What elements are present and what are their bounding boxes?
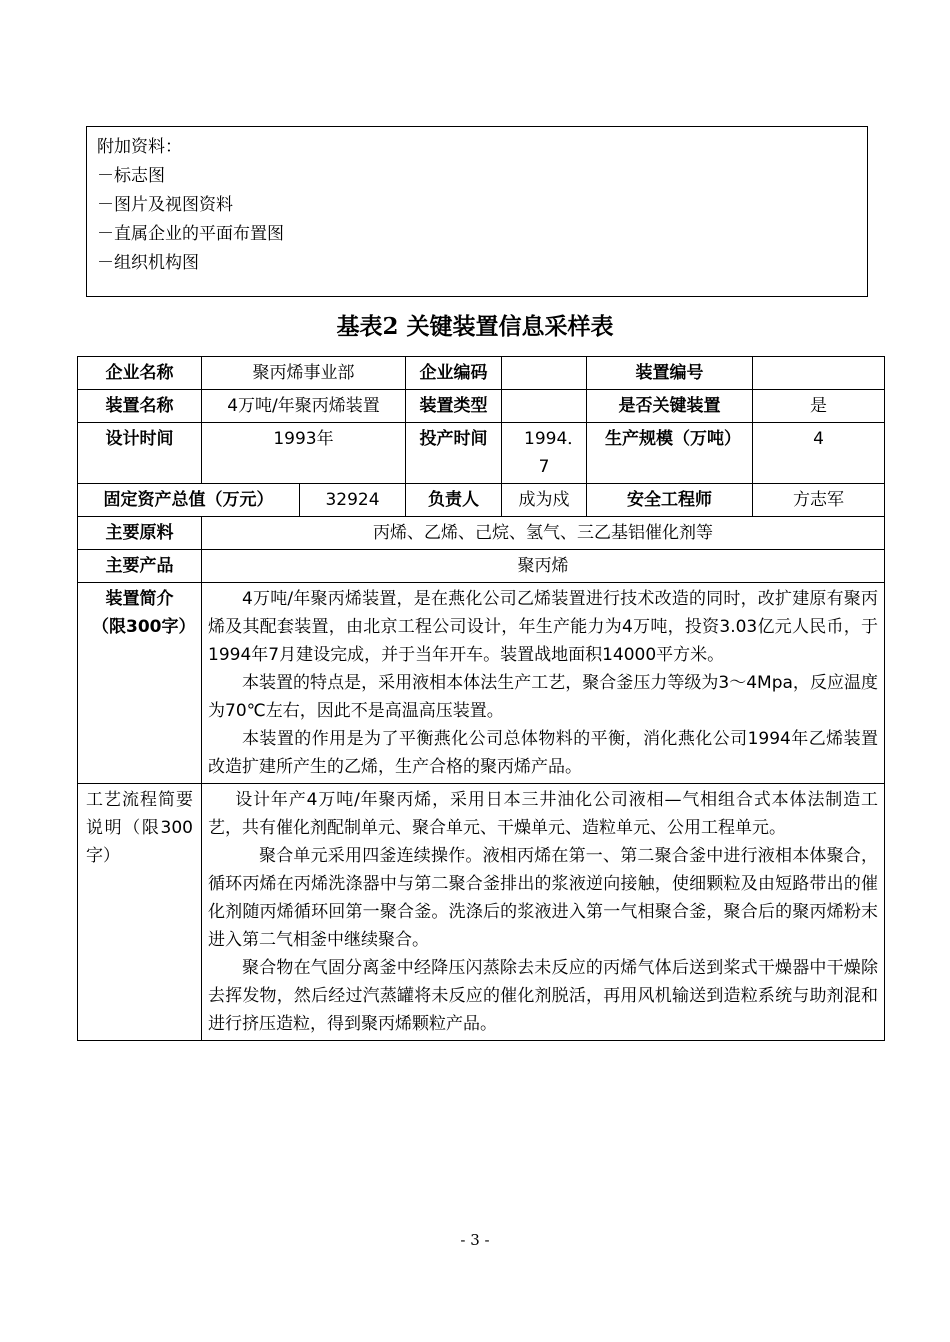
device-name-value: 4万吨/年聚丙烯装置 [202, 390, 406, 423]
device-name-label: 装置名称 [78, 390, 202, 423]
process-content [202, 784, 885, 1041]
process-label: 工艺流程简要说明（限300字） [78, 784, 202, 1041]
enterprise-name-value: 聚丙烯事业部 [202, 357, 406, 390]
intro-label: 装置简介（限300字） [78, 583, 202, 784]
manager-value: 成为戍 [502, 484, 587, 517]
device-info-table [77, 356, 885, 1041]
main-products-value: 聚丙烯 [202, 550, 885, 583]
attachments-box [86, 126, 868, 297]
table-row [78, 357, 885, 390]
device-type-label: 装置类型 [406, 390, 502, 423]
raw-materials-value: 丙烯、乙烯、己烷、氢气、三乙基铝催化剂等 [202, 517, 885, 550]
device-no-label: 装置编号 [587, 357, 753, 390]
attachment-item: －直属企业的平面布置图 [97, 224, 284, 244]
table-row [78, 583, 885, 784]
device-type-value [502, 390, 587, 423]
enterprise-code-label: 企业编码 [406, 357, 502, 390]
process-paragraph: 设计年产4万吨/年聚丙烯，采用日本三井油化公司液相—气相组合式本体法制造工艺，共有催化剂配制单元、聚合单元、干燥单元、造粒单元、公用工程单元。 [208, 790, 878, 838]
table-row [78, 550, 885, 583]
table-row [78, 484, 885, 517]
scale-label: 生产规模（万吨） [587, 423, 753, 484]
attachment-item: －组织机构图 [97, 253, 199, 273]
device-no-value [753, 357, 885, 390]
safety-engineer-value: 方志军 [753, 484, 885, 517]
production-time-value: 1994．7 [502, 423, 587, 484]
design-time-value: 1993年 [202, 423, 406, 484]
attachment-item: －标志图 [97, 166, 165, 186]
intro-content [202, 583, 885, 784]
design-time-label: 设计时间 [78, 423, 202, 484]
enterprise-name-label: 企业名称 [78, 357, 202, 390]
attachment-item: －图片及视图资料 [97, 195, 233, 215]
production-time-label: 投产时间 [406, 423, 502, 484]
process-paragraph: 聚合单元采用四釜连续操作。液相丙烯在第一、第二聚合釜中进行液相本体聚合，循环丙烯在丙烯洗涤器中与第二聚合釜排出的浆液逆向接触，使细颗粒及由短路带出的催化剂随丙烯循环回第一聚合釜。洗涤后的浆液进入第一气相聚合釜，聚合后的聚丙烯粉末进入第二气相釜中继续聚合。 [208, 846, 878, 950]
enterprise-code-value [502, 357, 587, 390]
page-number: - 3 - [460, 1231, 490, 1249]
intro-paragraph: 本装置的作用是为了平衡燕化公司总体物料的平衡，消化燕化公司1994年乙烯装置改造扩建所产生的乙烯，生产合格的聚丙烯产品。 [208, 729, 878, 777]
intro-paragraph: 4万吨/年聚丙烯装置，是在燕化公司乙烯装置进行技术改造的同时，改扩建原有聚丙烯及其配套装置，由北京工程公司设计，年生产能力为4万吨，投资3.03亿元人民币，于1994年7月建设完成，并于当年开车。装置战地面积14000平方米。 [208, 589, 878, 665]
manager-label: 负责人 [406, 484, 502, 517]
page-title: 基表2 关键装置信息采样表 [336, 313, 614, 340]
attachments-heading: 附加资料： [97, 137, 182, 157]
fixed-assets-label: 固定资产总值（万元） [78, 484, 300, 517]
is-key-label: 是否关键装置 [587, 390, 753, 423]
table-row [78, 423, 885, 484]
table-row [78, 390, 885, 423]
safety-engineer-label: 安全工程师 [587, 484, 753, 517]
process-paragraph: 聚合物在气固分离釜中经降压闪蒸除去未反应的丙烯气体后送到桨式干燥器中干燥除去挥发物，然后经过汽蒸罐将未反应的催化剂脱活，再用风机输送到造粒系统与助剂混和进行挤压造粒，得到聚丙烯颗粒产品。 [208, 958, 878, 1034]
fixed-assets-value: 32924 [300, 484, 406, 517]
raw-materials-label: 主要原料 [78, 517, 202, 550]
intro-paragraph: 本装置的特点是，采用液相本体法生产工艺，聚合釜压力等级为3～4Mpa，反应温度为70℃左右，因此不是高温高压装置。 [208, 673, 878, 721]
is-key-value: 是 [753, 390, 885, 423]
main-products-label: 主要产品 [78, 550, 202, 583]
table-row [78, 517, 885, 550]
scale-value: 4 [753, 423, 885, 484]
table-row [78, 784, 885, 1041]
